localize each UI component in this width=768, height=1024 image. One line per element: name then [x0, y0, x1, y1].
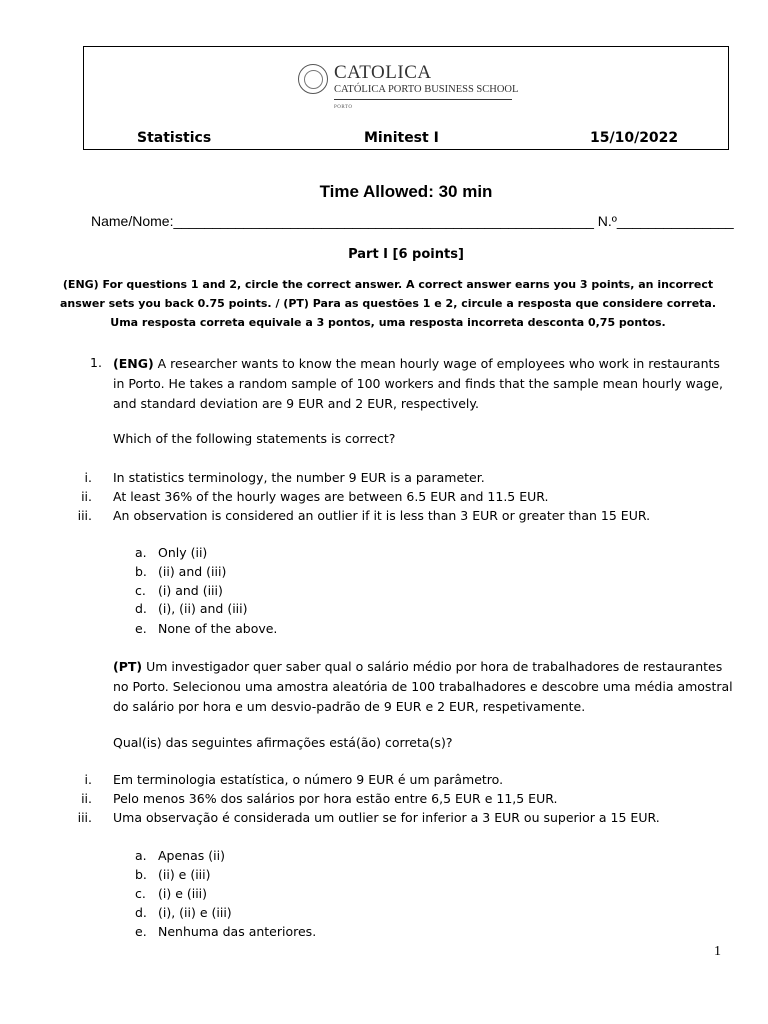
- question-prompt-eng: Which of the following statements is correct?: [113, 431, 396, 446]
- catolica-logo: [298, 62, 518, 114]
- statement-text: At least 36% of the hourly wages are between 6.5 EUR and 11.5 EUR.: [113, 489, 549, 504]
- time-allowed: Time Allowed: 30 min: [319, 182, 493, 201]
- option-text[interactable]: Nenhuma das anteriores.: [158, 924, 317, 939]
- logo-name: CATOLICA: [334, 62, 432, 83]
- name-number-field[interactable]: Name/Nome:______________________________________________________ N.º_______________: [91, 213, 734, 229]
- logo-divider: [334, 99, 512, 100]
- option-text[interactable]: Apenas (ii): [158, 848, 225, 863]
- option-letter[interactable]: e.: [135, 924, 147, 939]
- part-title: Part I [6 points]: [348, 247, 464, 262]
- option-text[interactable]: (ii) and (iii): [158, 564, 227, 579]
- statement-num: ii.: [81, 791, 92, 806]
- university-seal-icon: [298, 64, 328, 94]
- question-text-eng: [113, 354, 733, 414]
- statement-text: Pelo menos 36% dos salários por hora estão entre 6,5 EUR e 11,5 EUR.: [113, 791, 558, 806]
- statement-num: i.: [84, 772, 92, 787]
- option-text[interactable]: (i) and (iii): [158, 583, 223, 598]
- option-text[interactable]: Only (ii): [158, 545, 208, 560]
- option-text[interactable]: (ii) e (iii): [158, 867, 211, 882]
- logo-school: CATÓLICA PORTO BUSINESS SCHOOL: [334, 84, 519, 95]
- option-letter[interactable]: a.: [135, 848, 147, 863]
- question-prompt-pt: Qual(is) das seguintes afirmações está(ão) correta(s)?: [113, 735, 453, 750]
- statement-num: iii.: [77, 810, 92, 825]
- question-number: 1.: [90, 355, 102, 370]
- option-letter[interactable]: a.: [135, 545, 147, 560]
- question-body-pt: Um investigador quer saber qual o salário médio por hora de trabalhadores de restaurantes no Porto. Selecionou uma amostra aleatória de 100 trabalhadores e descobre uma média amostral do salário por hora e um desvio-padrão de 9 EUR e 2 EUR, respetivamente.: [113, 659, 733, 714]
- statement-num: i.: [84, 470, 92, 485]
- option-text[interactable]: (i) e (iii): [158, 886, 208, 901]
- option-letter[interactable]: b.: [135, 867, 147, 882]
- option-text[interactable]: None of the above.: [158, 621, 278, 636]
- option-letter[interactable]: c.: [135, 886, 146, 901]
- option-text[interactable]: (i), (ii) and (iii): [158, 601, 248, 616]
- statement-text: Em terminologia estatística, o número 9 EUR é um parâmetro.: [113, 772, 504, 787]
- option-letter[interactable]: e.: [135, 621, 147, 636]
- question-body-eng: A researcher wants to know the mean hourly wage of employees who work in restaurants in Porto. He takes a random sample of 100 workers and finds that the sample mean hourly wage, and standard deviation are 9 EUR and 2 EUR, respectively.: [113, 356, 723, 411]
- option-letter[interactable]: d.: [135, 905, 147, 920]
- option-text[interactable]: (i), (ii) e (iii): [158, 905, 232, 920]
- logo-city: PORTO: [334, 105, 353, 110]
- option-letter[interactable]: d.: [135, 601, 147, 616]
- statement-num: ii.: [81, 489, 92, 504]
- page-number: 1: [714, 944, 721, 959]
- option-letter[interactable]: b.: [135, 564, 147, 579]
- test-label: Minitest I: [364, 130, 439, 146]
- statement-text: In statistics terminology, the number 9 EUR is a parameter.: [113, 470, 485, 485]
- lang-tag-pt: (PT): [113, 659, 143, 674]
- lang-tag-eng: (ENG): [113, 356, 154, 371]
- option-letter[interactable]: c.: [135, 583, 146, 598]
- question-text-pt: [113, 657, 733, 717]
- date-label: 15/10/2022: [590, 130, 679, 146]
- subject-label: Statistics: [137, 130, 212, 146]
- statement-text: An observation is considered an outlier if it is less than 3 EUR or greater than 15 EUR.: [113, 508, 651, 523]
- instructions: (ENG) For questions 1 and 2, circle the correct answer. A correct answer earns you 3 points, an incorrect answer sets you back 0.75 points. / (PT) Para as questões 1 e 2, circule a resposta que considere correta. Uma resposta correta equivale a 3 pontos, uma resposta incorreta desconta 0,75 pontos.: [59, 278, 717, 329]
- statement-text: Uma observação é considerada um outlier se for inferior a 3 EUR ou superior a 15 EUR.: [113, 810, 660, 825]
- statement-num: iii.: [77, 508, 92, 523]
